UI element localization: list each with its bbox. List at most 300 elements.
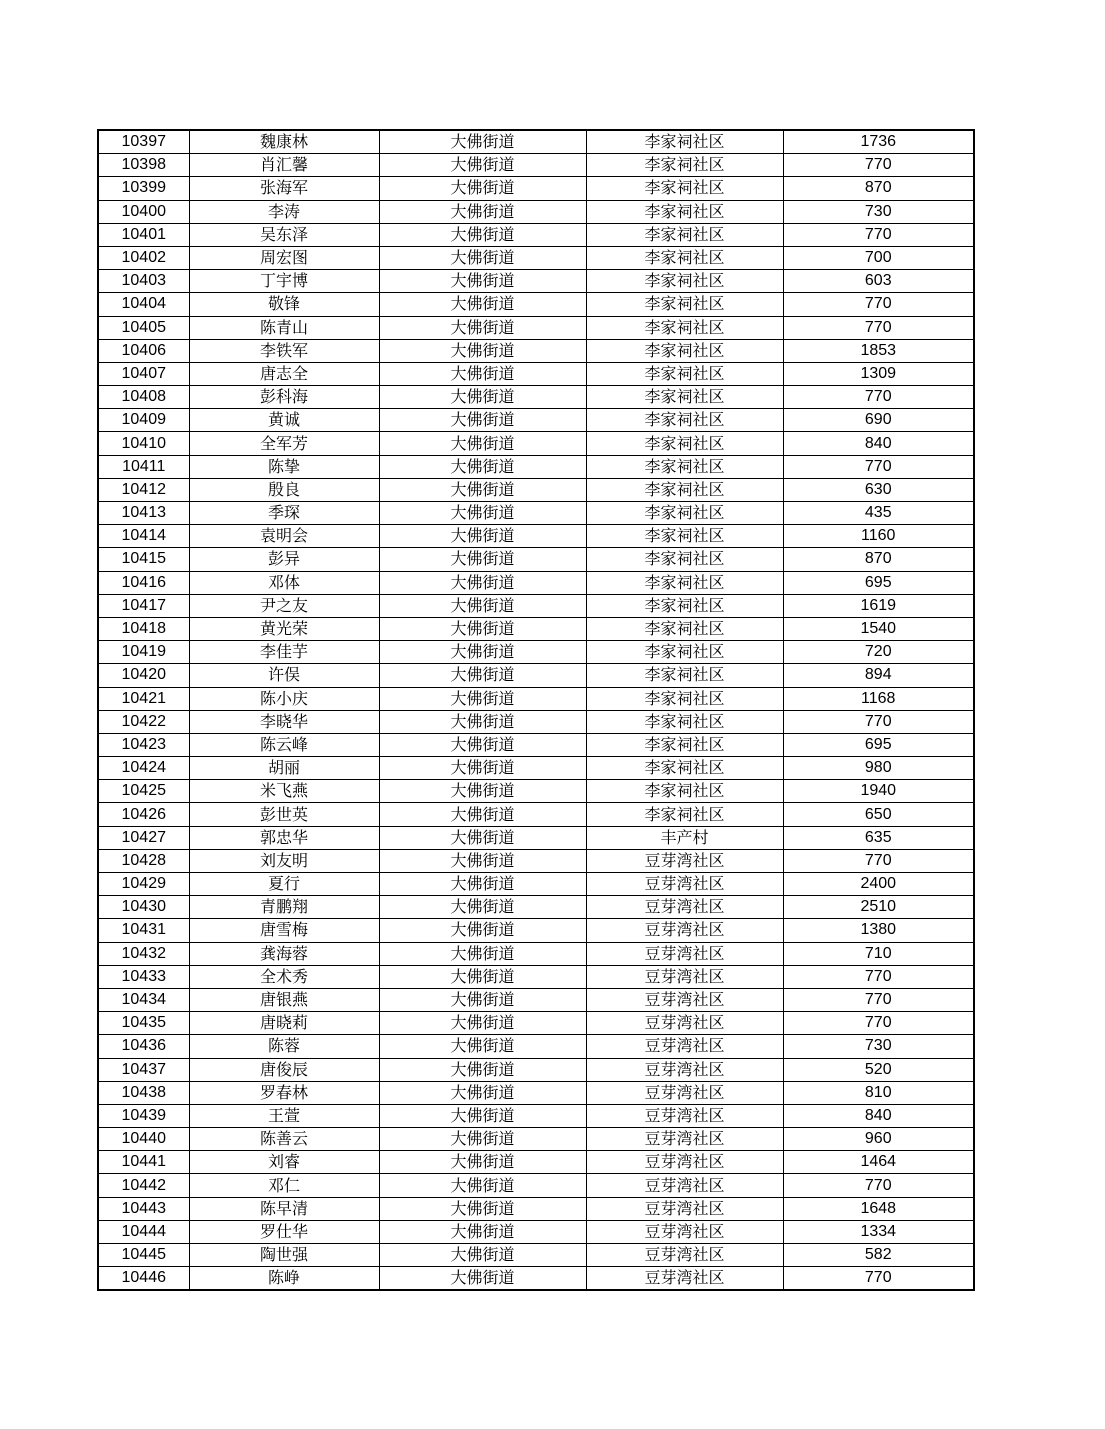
table-row (98, 1035, 974, 1058)
amount-cell: 1619 (783, 594, 974, 617)
community-cell: 豆芽湾社区 (586, 965, 783, 988)
table-row (98, 1081, 974, 1104)
table-row (98, 130, 974, 154)
street-cell: 大佛街道 (379, 617, 586, 640)
street-cell: 大佛街道 (379, 1104, 586, 1127)
street-cell: 大佛街道 (379, 246, 586, 269)
amount-cell: 635 (783, 826, 974, 849)
street-cell: 大佛街道 (379, 1012, 586, 1035)
amount-cell: 870 (783, 177, 974, 200)
community-cell: 李家祠社区 (586, 478, 783, 501)
table-row (98, 849, 974, 872)
community-cell: 豆芽湾社区 (586, 1128, 783, 1151)
id-cell: 10408 (98, 386, 189, 409)
table-row (98, 1244, 974, 1267)
name-cell: 张海军 (189, 177, 379, 200)
street-cell: 大佛街道 (379, 1197, 586, 1220)
street-cell: 大佛街道 (379, 594, 586, 617)
street-cell: 大佛街道 (379, 687, 586, 710)
amount-cell: 730 (783, 1035, 974, 1058)
community-cell: 豆芽湾社区 (586, 849, 783, 872)
community-cell: 李家祠社区 (586, 455, 783, 478)
community-cell: 豆芽湾社区 (586, 1244, 783, 1267)
id-cell: 10444 (98, 1220, 189, 1243)
community-cell: 李家祠社区 (586, 525, 783, 548)
id-cell: 10424 (98, 757, 189, 780)
table-row (98, 919, 974, 942)
amount-cell: 1853 (783, 339, 974, 362)
amount-cell: 603 (783, 270, 974, 293)
community-cell: 李家祠社区 (586, 502, 783, 525)
table-row (98, 316, 974, 339)
street-cell: 大佛街道 (379, 525, 586, 548)
street-cell: 大佛街道 (379, 873, 586, 896)
street-cell: 大佛街道 (379, 1058, 586, 1081)
street-cell: 大佛街道 (379, 1151, 586, 1174)
id-cell: 10431 (98, 919, 189, 942)
community-cell: 豆芽湾社区 (586, 1058, 783, 1081)
street-cell: 大佛街道 (379, 571, 586, 594)
community-cell: 李家祠社区 (586, 154, 783, 177)
id-cell: 10423 (98, 733, 189, 756)
street-cell: 大佛街道 (379, 1174, 586, 1197)
street-cell: 大佛街道 (379, 919, 586, 942)
community-cell: 李家祠社区 (586, 316, 783, 339)
table-row (98, 826, 974, 849)
name-cell: 全军芳 (189, 432, 379, 455)
table-row (98, 965, 974, 988)
amount-cell: 630 (783, 478, 974, 501)
street-cell: 大佛街道 (379, 130, 586, 154)
community-cell: 李家祠社区 (586, 293, 783, 316)
id-cell: 10421 (98, 687, 189, 710)
name-cell: 丁宇博 (189, 270, 379, 293)
community-cell: 豆芽湾社区 (586, 1174, 783, 1197)
name-cell: 唐银燕 (189, 988, 379, 1011)
id-cell: 10430 (98, 896, 189, 919)
id-cell: 10417 (98, 594, 189, 617)
street-cell: 大佛街道 (379, 1035, 586, 1058)
amount-cell: 1380 (783, 919, 974, 942)
amount-cell: 2510 (783, 896, 974, 919)
amount-cell: 810 (783, 1081, 974, 1104)
table-row (98, 988, 974, 1011)
name-cell: 魏康林 (189, 130, 379, 154)
name-cell: 唐晓莉 (189, 1012, 379, 1035)
community-cell: 豆芽湾社区 (586, 1267, 783, 1291)
table-row (98, 896, 974, 919)
amount-cell: 770 (783, 1267, 974, 1291)
amount-cell: 770 (783, 386, 974, 409)
id-cell: 10416 (98, 571, 189, 594)
community-cell: 李家祠社区 (586, 571, 783, 594)
table-row (98, 409, 974, 432)
street-cell: 大佛街道 (379, 478, 586, 501)
amount-cell: 1540 (783, 617, 974, 640)
community-cell: 豆芽湾社区 (586, 1151, 783, 1174)
table-row (98, 1104, 974, 1127)
name-cell: 李佳芋 (189, 641, 379, 664)
amount-cell: 2400 (783, 873, 974, 896)
amount-cell: 1160 (783, 525, 974, 548)
table-row (98, 293, 974, 316)
id-cell: 10436 (98, 1035, 189, 1058)
name-cell: 刘友明 (189, 849, 379, 872)
amount-cell: 695 (783, 733, 974, 756)
id-cell: 10440 (98, 1128, 189, 1151)
street-cell: 大佛街道 (379, 432, 586, 455)
community-cell: 豆芽湾社区 (586, 919, 783, 942)
street-cell: 大佛街道 (379, 849, 586, 872)
id-cell: 10420 (98, 664, 189, 687)
amount-cell: 1736 (783, 130, 974, 154)
community-cell: 豆芽湾社区 (586, 873, 783, 896)
street-cell: 大佛街道 (379, 177, 586, 200)
id-cell: 10399 (98, 177, 189, 200)
street-cell: 大佛街道 (379, 502, 586, 525)
street-cell: 大佛街道 (379, 710, 586, 733)
amount-cell: 770 (783, 1174, 974, 1197)
id-cell: 10419 (98, 641, 189, 664)
name-cell: 敬锋 (189, 293, 379, 316)
table-row (98, 525, 974, 548)
name-cell: 唐俊辰 (189, 1058, 379, 1081)
amount-cell: 720 (783, 641, 974, 664)
community-cell: 豆芽湾社区 (586, 896, 783, 919)
street-cell: 大佛街道 (379, 896, 586, 919)
id-cell: 10439 (98, 1104, 189, 1127)
id-cell: 10411 (98, 455, 189, 478)
id-cell: 10433 (98, 965, 189, 988)
street-cell: 大佛街道 (379, 826, 586, 849)
amount-cell: 770 (783, 316, 974, 339)
table-row (98, 617, 974, 640)
community-cell: 豆芽湾社区 (586, 1220, 783, 1243)
street-cell: 大佛街道 (379, 548, 586, 571)
community-cell: 李家祠社区 (586, 200, 783, 223)
street-cell: 大佛街道 (379, 1267, 586, 1291)
table-row (98, 942, 974, 965)
id-cell: 10427 (98, 826, 189, 849)
street-cell: 大佛街道 (379, 200, 586, 223)
table-row (98, 1220, 974, 1243)
name-cell: 李涛 (189, 200, 379, 223)
community-cell: 李家祠社区 (586, 710, 783, 733)
name-cell: 邓体 (189, 571, 379, 594)
table-row (98, 270, 974, 293)
amount-cell: 770 (783, 965, 974, 988)
id-cell: 10402 (98, 246, 189, 269)
table-row (98, 594, 974, 617)
id-cell: 10429 (98, 873, 189, 896)
name-cell: 陈早清 (189, 1197, 379, 1220)
id-cell: 10438 (98, 1081, 189, 1104)
community-cell: 李家祠社区 (586, 130, 783, 154)
community-cell: 李家祠社区 (586, 409, 783, 432)
table-row (98, 1151, 974, 1174)
table-row (98, 1174, 974, 1197)
amount-cell: 770 (783, 223, 974, 246)
name-cell: 吴东泽 (189, 223, 379, 246)
name-cell: 肖汇馨 (189, 154, 379, 177)
street-cell: 大佛街道 (379, 757, 586, 780)
community-cell: 豆芽湾社区 (586, 942, 783, 965)
id-cell: 10434 (98, 988, 189, 1011)
id-cell: 10407 (98, 362, 189, 385)
street-cell: 大佛街道 (379, 965, 586, 988)
name-cell: 夏行 (189, 873, 379, 896)
amount-cell: 1648 (783, 1197, 974, 1220)
street-cell: 大佛街道 (379, 1081, 586, 1104)
street-cell: 大佛街道 (379, 733, 586, 756)
table-row (98, 803, 974, 826)
id-cell: 10442 (98, 1174, 189, 1197)
table-row (98, 1128, 974, 1151)
name-cell: 龚海蓉 (189, 942, 379, 965)
name-cell: 唐志全 (189, 362, 379, 385)
street-cell: 大佛街道 (379, 641, 586, 664)
name-cell: 陈善云 (189, 1128, 379, 1151)
id-cell: 10414 (98, 525, 189, 548)
table-row (98, 664, 974, 687)
name-cell: 胡丽 (189, 757, 379, 780)
table-row (98, 223, 974, 246)
street-cell: 大佛街道 (379, 455, 586, 478)
amount-cell: 650 (783, 803, 974, 826)
street-cell: 大佛街道 (379, 386, 586, 409)
table-row (98, 641, 974, 664)
name-cell: 邓仁 (189, 1174, 379, 1197)
amount-cell: 980 (783, 757, 974, 780)
community-cell: 李家祠社区 (586, 687, 783, 710)
table-row (98, 154, 974, 177)
id-cell: 10441 (98, 1151, 189, 1174)
amount-cell: 1464 (783, 1151, 974, 1174)
id-cell: 10412 (98, 478, 189, 501)
amount-cell: 695 (783, 571, 974, 594)
name-cell: 殷良 (189, 478, 379, 501)
amount-cell: 700 (783, 246, 974, 269)
table-row (98, 757, 974, 780)
name-cell: 彭世英 (189, 803, 379, 826)
community-cell: 豆芽湾社区 (586, 1035, 783, 1058)
name-cell: 陈小庆 (189, 687, 379, 710)
street-cell: 大佛街道 (379, 988, 586, 1011)
table-row (98, 780, 974, 803)
street-cell: 大佛街道 (379, 803, 586, 826)
id-cell: 10410 (98, 432, 189, 455)
table-row (98, 710, 974, 733)
table-row (98, 177, 974, 200)
community-cell: 李家祠社区 (586, 246, 783, 269)
community-cell: 李家祠社区 (586, 803, 783, 826)
community-cell: 李家祠社区 (586, 548, 783, 571)
table-row (98, 571, 974, 594)
id-cell: 10425 (98, 780, 189, 803)
street-cell: 大佛街道 (379, 1220, 586, 1243)
id-cell: 10415 (98, 548, 189, 571)
amount-cell: 770 (783, 1012, 974, 1035)
street-cell: 大佛街道 (379, 316, 586, 339)
table-row (98, 246, 974, 269)
name-cell: 季琛 (189, 502, 379, 525)
street-cell: 大佛街道 (379, 664, 586, 687)
id-cell: 10397 (98, 130, 189, 154)
amount-cell: 894 (783, 664, 974, 687)
amount-cell: 730 (783, 200, 974, 223)
community-cell: 豆芽湾社区 (586, 988, 783, 1011)
id-cell: 10418 (98, 617, 189, 640)
name-cell: 彭异 (189, 548, 379, 571)
street-cell: 大佛街道 (379, 362, 586, 385)
name-cell: 刘睿 (189, 1151, 379, 1174)
name-cell: 青鹏翔 (189, 896, 379, 919)
id-cell: 10413 (98, 502, 189, 525)
table-row (98, 200, 974, 223)
name-cell: 陈峥 (189, 1267, 379, 1291)
name-cell: 全术秀 (189, 965, 379, 988)
amount-cell: 770 (783, 455, 974, 478)
street-cell: 大佛街道 (379, 293, 586, 316)
table-row (98, 386, 974, 409)
amount-cell: 770 (783, 988, 974, 1011)
name-cell: 李晓华 (189, 710, 379, 733)
community-cell: 李家祠社区 (586, 270, 783, 293)
table-row (98, 1197, 974, 1220)
community-cell: 李家祠社区 (586, 362, 783, 385)
name-cell: 王萱 (189, 1104, 379, 1127)
name-cell: 尹之友 (189, 594, 379, 617)
id-cell: 10422 (98, 710, 189, 733)
amount-cell: 770 (783, 293, 974, 316)
community-cell: 李家祠社区 (586, 223, 783, 246)
table-row (98, 548, 974, 571)
table-body (98, 130, 974, 1290)
community-cell: 李家祠社区 (586, 733, 783, 756)
street-cell: 大佛街道 (379, 154, 586, 177)
name-cell: 许俣 (189, 664, 379, 687)
table-row (98, 1267, 974, 1291)
amount-cell: 1168 (783, 687, 974, 710)
community-cell: 李家祠社区 (586, 664, 783, 687)
amount-cell: 710 (783, 942, 974, 965)
street-cell: 大佛街道 (379, 223, 586, 246)
name-cell: 黄光荣 (189, 617, 379, 640)
community-cell: 李家祠社区 (586, 617, 783, 640)
name-cell: 唐雪梅 (189, 919, 379, 942)
street-cell: 大佛街道 (379, 780, 586, 803)
table-row (98, 1058, 974, 1081)
name-cell: 陶世强 (189, 1244, 379, 1267)
table-row (98, 432, 974, 455)
community-cell: 李家祠社区 (586, 339, 783, 362)
id-cell: 10446 (98, 1267, 189, 1291)
amount-cell: 840 (783, 1104, 974, 1127)
id-cell: 10398 (98, 154, 189, 177)
table-row (98, 873, 974, 896)
id-cell: 10400 (98, 200, 189, 223)
amount-cell: 582 (783, 1244, 974, 1267)
community-cell: 李家祠社区 (586, 386, 783, 409)
community-cell: 李家祠社区 (586, 594, 783, 617)
table-row (98, 687, 974, 710)
id-cell: 10428 (98, 849, 189, 872)
amount-cell: 690 (783, 409, 974, 432)
table-row (98, 502, 974, 525)
street-cell: 大佛街道 (379, 942, 586, 965)
table-row (98, 478, 974, 501)
name-cell: 彭科海 (189, 386, 379, 409)
amount-cell: 435 (783, 502, 974, 525)
id-cell: 10403 (98, 270, 189, 293)
name-cell: 陈蓉 (189, 1035, 379, 1058)
table-row (98, 362, 974, 385)
table-row (98, 733, 974, 756)
street-cell: 大佛街道 (379, 409, 586, 432)
table-row (98, 1012, 974, 1035)
community-cell: 李家祠社区 (586, 177, 783, 200)
amount-cell: 1940 (783, 780, 974, 803)
table-row (98, 339, 974, 362)
name-cell: 李铁军 (189, 339, 379, 362)
community-cell: 李家祠社区 (586, 757, 783, 780)
name-cell: 袁明会 (189, 525, 379, 548)
community-cell: 豆芽湾社区 (586, 1104, 783, 1127)
id-cell: 10406 (98, 339, 189, 362)
name-cell: 黄诚 (189, 409, 379, 432)
data-table (97, 129, 975, 1291)
community-cell: 丰产村 (586, 826, 783, 849)
table-row (98, 455, 974, 478)
community-cell: 李家祠社区 (586, 432, 783, 455)
community-cell: 豆芽湾社区 (586, 1197, 783, 1220)
name-cell: 米飞燕 (189, 780, 379, 803)
street-cell: 大佛街道 (379, 270, 586, 293)
amount-cell: 520 (783, 1058, 974, 1081)
id-cell: 10435 (98, 1012, 189, 1035)
name-cell: 陈挚 (189, 455, 379, 478)
id-cell: 10445 (98, 1244, 189, 1267)
amount-cell: 840 (783, 432, 974, 455)
amount-cell: 870 (783, 548, 974, 571)
amount-cell: 770 (783, 710, 974, 733)
amount-cell: 1334 (783, 1220, 974, 1243)
community-cell: 李家祠社区 (586, 780, 783, 803)
amount-cell: 770 (783, 849, 974, 872)
id-cell: 10437 (98, 1058, 189, 1081)
street-cell: 大佛街道 (379, 339, 586, 362)
name-cell: 罗春林 (189, 1081, 379, 1104)
amount-cell: 960 (783, 1128, 974, 1151)
name-cell: 陈青山 (189, 316, 379, 339)
id-cell: 10443 (98, 1197, 189, 1220)
amount-cell: 1309 (783, 362, 974, 385)
id-cell: 10432 (98, 942, 189, 965)
id-cell: 10409 (98, 409, 189, 432)
name-cell: 周宏图 (189, 246, 379, 269)
id-cell: 10426 (98, 803, 189, 826)
name-cell: 郭忠华 (189, 826, 379, 849)
street-cell: 大佛街道 (379, 1244, 586, 1267)
id-cell: 10404 (98, 293, 189, 316)
id-cell: 10405 (98, 316, 189, 339)
name-cell: 罗仕华 (189, 1220, 379, 1243)
amount-cell: 770 (783, 154, 974, 177)
community-cell: 豆芽湾社区 (586, 1081, 783, 1104)
community-cell: 李家祠社区 (586, 641, 783, 664)
name-cell: 陈云峰 (189, 733, 379, 756)
id-cell: 10401 (98, 223, 189, 246)
